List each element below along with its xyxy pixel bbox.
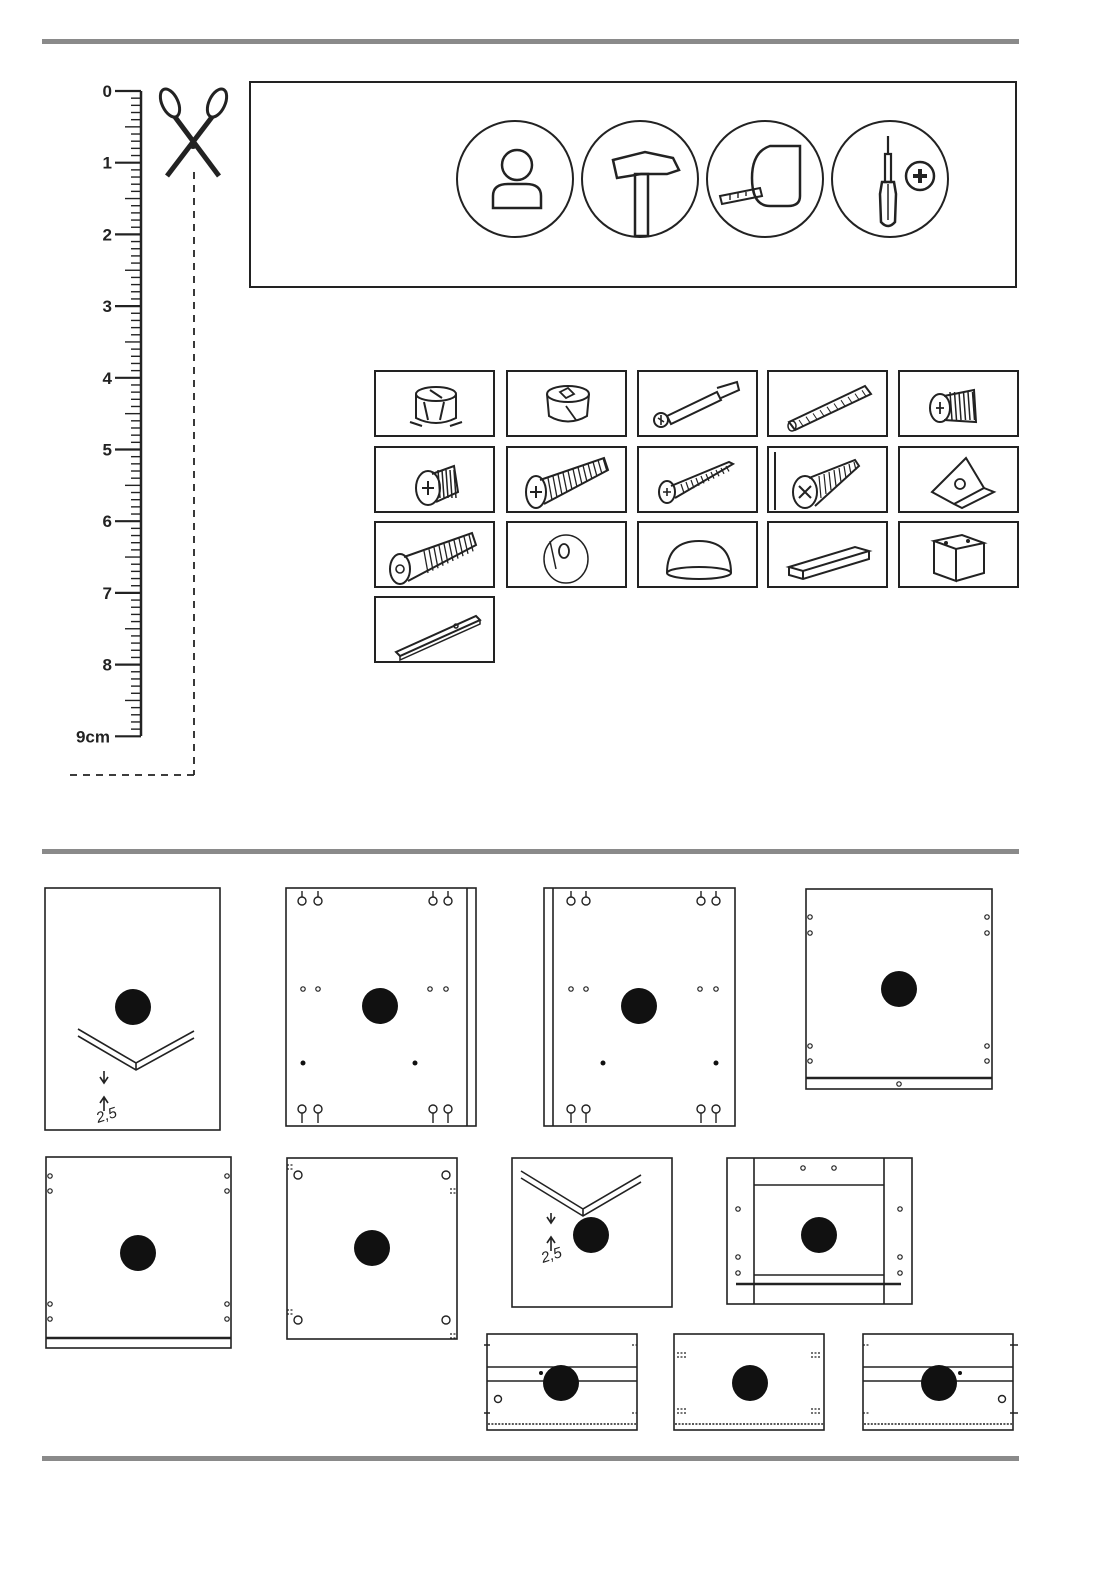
part-marker — [301, 1061, 306, 1066]
ruler-label: 9cm — [75, 727, 110, 747]
cam-lock-icon — [374, 370, 495, 437]
tape-measure-icon — [706, 120, 824, 238]
part-marker — [115, 989, 151, 1025]
corner-bracket-icon — [898, 446, 1019, 513]
ruler-label: 6 — [102, 512, 112, 532]
felt-pad-icon — [506, 521, 627, 588]
ruler-label: 2 — [102, 225, 112, 245]
ruler-label: 3 — [102, 297, 112, 317]
part-marker — [714, 1061, 719, 1066]
cam-lock-open-icon — [506, 370, 627, 437]
ruler-label: 8 — [102, 655, 112, 675]
part-marker — [354, 1230, 390, 1266]
part-marker — [801, 1217, 837, 1253]
panel-edge-detail-2 — [511, 1157, 673, 1308]
panel-side-right — [543, 887, 736, 1127]
panel-drawer-front-right — [862, 1333, 1014, 1431]
panel-drawer-front-middle — [673, 1333, 825, 1431]
dimension-label: 2,5 — [538, 1244, 565, 1267]
countersunk-screw-icon — [767, 446, 888, 513]
measuring-ruler — [0, 0, 240, 790]
dimension-label: 2,5 — [93, 1104, 120, 1127]
hanging-rail-icon — [374, 596, 495, 663]
wooden-block-icon — [767, 521, 888, 588]
middle-divider — [42, 849, 1019, 854]
panel-frame — [726, 1157, 913, 1305]
short-screw-icon — [898, 370, 1019, 437]
required-tools-panel — [249, 81, 1017, 288]
dome-bumper-icon — [637, 521, 758, 588]
part-marker — [573, 1217, 609, 1253]
ruler-ticks — [115, 91, 141, 736]
long-bolt-icon — [506, 446, 627, 513]
cam-bolt-icon — [637, 370, 758, 437]
panel-bottom — [45, 1156, 232, 1349]
bottom-divider — [42, 1456, 1019, 1461]
part-marker — [958, 1371, 962, 1375]
panel-edge-detail-1 — [44, 887, 221, 1131]
ruler-label: 1 — [102, 153, 112, 173]
part-marker — [543, 1365, 579, 1401]
euro-screw-icon — [374, 446, 495, 513]
ruler-label: 7 — [102, 583, 112, 603]
part-marker — [881, 971, 917, 1007]
scissors-icon — [156, 86, 230, 176]
phillips-screwdriver-icon — [831, 120, 949, 238]
ruler-labels — [76, 82, 113, 746]
hex-bolt-icon — [374, 521, 495, 588]
ruler-label: 4 — [102, 368, 112, 388]
part-marker — [601, 1061, 606, 1066]
panel-side-left — [285, 887, 477, 1127]
part-marker — [732, 1365, 768, 1401]
ruler-label: 5 — [102, 440, 112, 460]
panel-top — [805, 888, 993, 1090]
part-marker — [362, 988, 398, 1024]
hammer-icon — [581, 120, 699, 238]
cube-connector-icon — [898, 521, 1019, 588]
wood-screw-icon — [637, 446, 758, 513]
part-marker — [921, 1365, 957, 1401]
part-marker — [539, 1371, 543, 1375]
panel-shelf — [286, 1157, 458, 1340]
ruler-label: 0 — [102, 82, 112, 101]
part-marker — [413, 1061, 418, 1066]
panel-drawer-front-left — [486, 1333, 638, 1431]
part-marker — [120, 1235, 156, 1271]
part-marker — [621, 988, 657, 1024]
person-icon — [456, 120, 574, 238]
wooden-dowel-icon — [767, 370, 888, 437]
